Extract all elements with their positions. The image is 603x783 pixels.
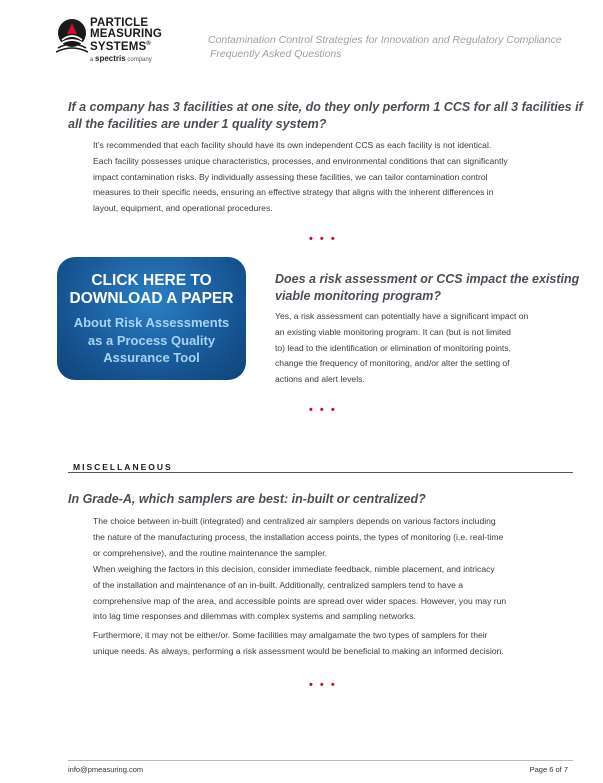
cta-sub-line-1: About Risk Assessments xyxy=(73,315,230,330)
cta-sub-line-3: Assurance Tool xyxy=(103,350,200,365)
separator-dots-3: • • • xyxy=(309,679,337,691)
question-1-line-2: all the facilities are under 1 quality system? xyxy=(68,117,327,131)
answer-3-para-3 xyxy=(93,628,504,660)
document-title-line-1: Contamination Control Strategies for Innovation and Regulatory Compliance xyxy=(208,34,562,46)
answer-3-line: into lag time responses and dilemmas with complex systems and sampling networks. xyxy=(93,611,416,622)
section-divider xyxy=(68,472,573,473)
logo-line-1: PARTICLE xyxy=(90,17,149,29)
section-heading: MISCELLANEOUS xyxy=(73,462,173,472)
question-2 xyxy=(275,271,579,305)
company-logo[interactable] xyxy=(56,18,196,66)
answer-3-line: unique needs. As always, performing a risk assessment would be beneficial to making an informed decision. xyxy=(93,645,504,656)
answer-1-line: It’s recommended that each facility should have its own independent CCS as each facility is not identical. xyxy=(93,140,492,150)
logo-line-3-text: SYSTEMS xyxy=(90,40,147,53)
answer-1-line: impact contamination risks. By individually assessing these facilities, we can tailor contamination control xyxy=(93,171,488,182)
answer-1-line: Each facility possesses unique characteristics, processes, and environmental conditions that can significantly xyxy=(93,155,508,166)
page-number: Page 6 of 7 xyxy=(529,765,568,774)
answer-3-line: The choice between in-built (integrated) and centralized air samplers depends on various factors including xyxy=(93,516,496,526)
cta-subtitle xyxy=(57,314,246,367)
logo-line-2: MEASURING xyxy=(90,27,163,40)
document-title-line-2: Frequently Asked Questions xyxy=(210,47,342,60)
logo-sub-prefix: a xyxy=(90,57,94,63)
question-2-line-1: Does a risk assessment or CCS impact the existing xyxy=(275,272,580,286)
answer-1-line: layout, equipment, and operational procedures. xyxy=(93,203,273,214)
registered-mark: ® xyxy=(146,41,151,47)
answer-1 xyxy=(93,138,508,217)
cta-sub-line-2: as a Process Quality xyxy=(87,332,216,348)
answer-3-para-1 xyxy=(93,514,503,561)
footer-divider xyxy=(68,760,573,761)
page-header xyxy=(56,16,586,66)
answer-3-line: of the installation and maintenance of an in-built. Additionally, centralized samplers tend to have a xyxy=(93,579,464,590)
answer-2-line: an existing viable monitoring program. It can (but is not limited xyxy=(275,326,511,337)
answer-3-line: Furthermore, it may not be either/or. Some facilities may amalgamate the two types of samplers for their xyxy=(93,630,488,640)
answer-3-line: the nature of the manufacturing process, the installation access points, the types of monitoring (i.e. real-time xyxy=(93,531,504,542)
separator-dots-2: • • • xyxy=(309,404,337,416)
document-title xyxy=(208,34,562,61)
answer-3-line: or comprehensive), and the routine maintenance the sampler. xyxy=(93,547,328,558)
cta-title-line-1: CLICK HERE TO xyxy=(91,272,212,289)
download-paper-button[interactable] xyxy=(57,257,246,380)
answer-2 xyxy=(275,309,528,388)
logo-subline xyxy=(90,54,152,63)
answer-2-line: Yes, a risk assessment can potentially have a significant impact on xyxy=(275,311,529,321)
answer-3-para-2 xyxy=(93,562,506,625)
answer-2-line: to) lead to the identification or elimination of monitoring points, xyxy=(275,342,511,353)
logo-sub-brand: spectris xyxy=(95,54,126,63)
cta-title xyxy=(57,272,246,308)
answer-2-line: actions and alert levels. xyxy=(275,374,365,385)
question-1-line-1: If a company has 3 facilities at one site, do they only perform 1 CCS for all 3 facilities if xyxy=(68,100,583,114)
answer-1-line: measures to their specific needs, ensuring an effective strategy that aligns with the inherent differences in xyxy=(93,187,494,198)
cta-title-line-2: DOWNLOAD A PAPER xyxy=(69,290,234,307)
footer-email-link[interactable]: info@pmeasuring.com xyxy=(68,765,144,774)
question-3: In Grade-A, which samplers are best: in-built or centralized? xyxy=(68,492,426,506)
answer-3-line: When weighing the factors in this decision, consider immediate feedback, nimble placement, and intricacy xyxy=(93,564,495,574)
question-1 xyxy=(68,99,583,133)
logo-mark-icon xyxy=(56,18,88,58)
logo-sub-suffix: company xyxy=(127,57,152,63)
answer-2-line: change the frequency of monitoring, and/or alter the setting of xyxy=(275,358,510,369)
separator-dots-1: • • • xyxy=(309,233,337,245)
logo-wordmark xyxy=(90,18,162,52)
answer-3-line: comprehensive map of the area, and accessible points are spread over wider spaces. However, you may run xyxy=(93,595,507,606)
logo-line-3 xyxy=(90,39,162,52)
question-2-line-2: viable monitoring program? xyxy=(275,289,441,303)
